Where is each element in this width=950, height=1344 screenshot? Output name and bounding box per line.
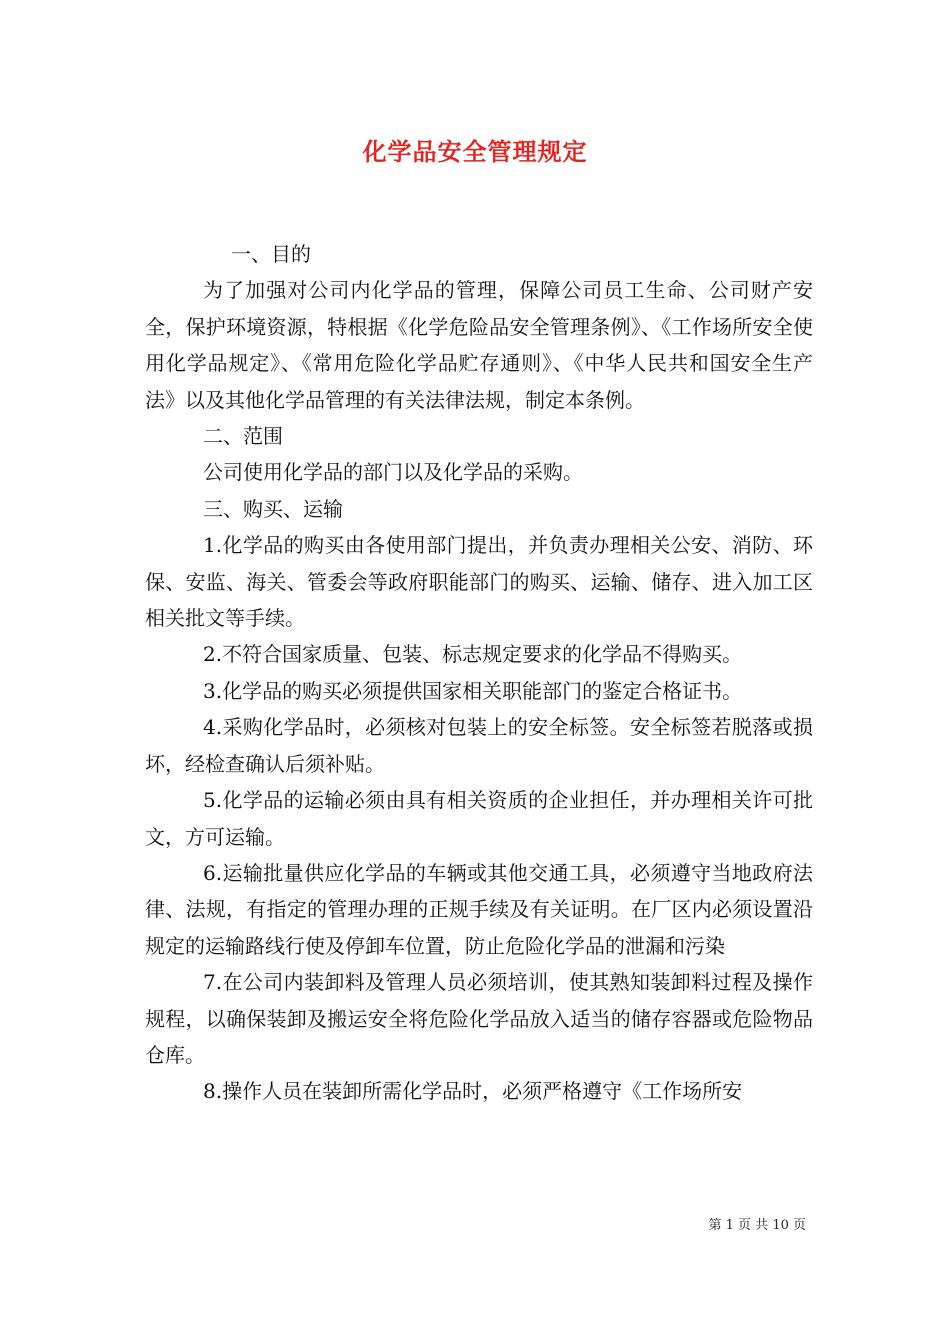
paragraph-purpose: 为了加强对公司内化学品的管理，保障公司员工生命、公司财产安全，保护环境资源，特根据《化学危险品安全管理条例》、《工作场所安全使用化学品规定》、《常用危险化学品贮存通则》、《中华人民共和国安全生产法》以及其他化学品管理的有关法律法规，制定本条例。 xyxy=(145,278,813,412)
paragraph-item-8: 8.操作人员在装卸所需化学品时，必须严格遵守《工作场所安 xyxy=(203,1079,743,1104)
paragraph-item-1: 1.化学品的购买由各使用部门提出，并负责办理相关公安、消防、环保、安监、海关、管委会等政府职能部门的购买、运输、储存、进入加工区相关批文等手续。 xyxy=(145,533,813,631)
paragraph-item-5: 5.化学品的运输必须由具有相关资质的企业担任，并办理相关许可批文，方可运输。 xyxy=(145,788,813,849)
page-number: 第 1 页 共 10 页 xyxy=(708,1218,806,1233)
document-title: 化学品安全管理规定 xyxy=(362,137,588,166)
paragraph-scope: 公司使用化学品的部门以及化学品的采购。 xyxy=(203,460,583,485)
section-heading-purchase-transport: 三、购买、运输 xyxy=(203,496,343,521)
paragraph-item-3: 3.化学品的购买必须提供国家相关职能部门的鉴定合格证书。 xyxy=(203,678,743,703)
paragraph-item-2: 2.不符合国家质量、包装、标志规定要求的化学品不得购买。 xyxy=(203,642,743,667)
section-heading-scope: 二、范围 xyxy=(203,424,283,449)
paragraph-item-4: 4.采购化学品时，必须核对包装上的安全标签。安全标签若脱落或损坏，经检查确认后须补贴。 xyxy=(145,715,813,776)
paragraph-item-7: 7.在公司内装卸料及管理人员必须培训，使其熟知装卸料过程及操作规程，以确保装卸及搬运安全将危险化学品放入适当的储存容器或危险物品仓库。 xyxy=(145,970,813,1067)
document-body xyxy=(145,236,813,1110)
section-heading-purpose: 一、目的 xyxy=(231,242,311,266)
paragraph-item-6: 6.运输批量供应化学品的车辆或其他交通工具，必须遵守当地政府法律、法规，有指定的管理办理的正规手续及有关证明。在厂区内必须设置沿规定的运输路线行使及停卸车位置，防止危险化学品的泄漏和污染 xyxy=(145,860,813,958)
